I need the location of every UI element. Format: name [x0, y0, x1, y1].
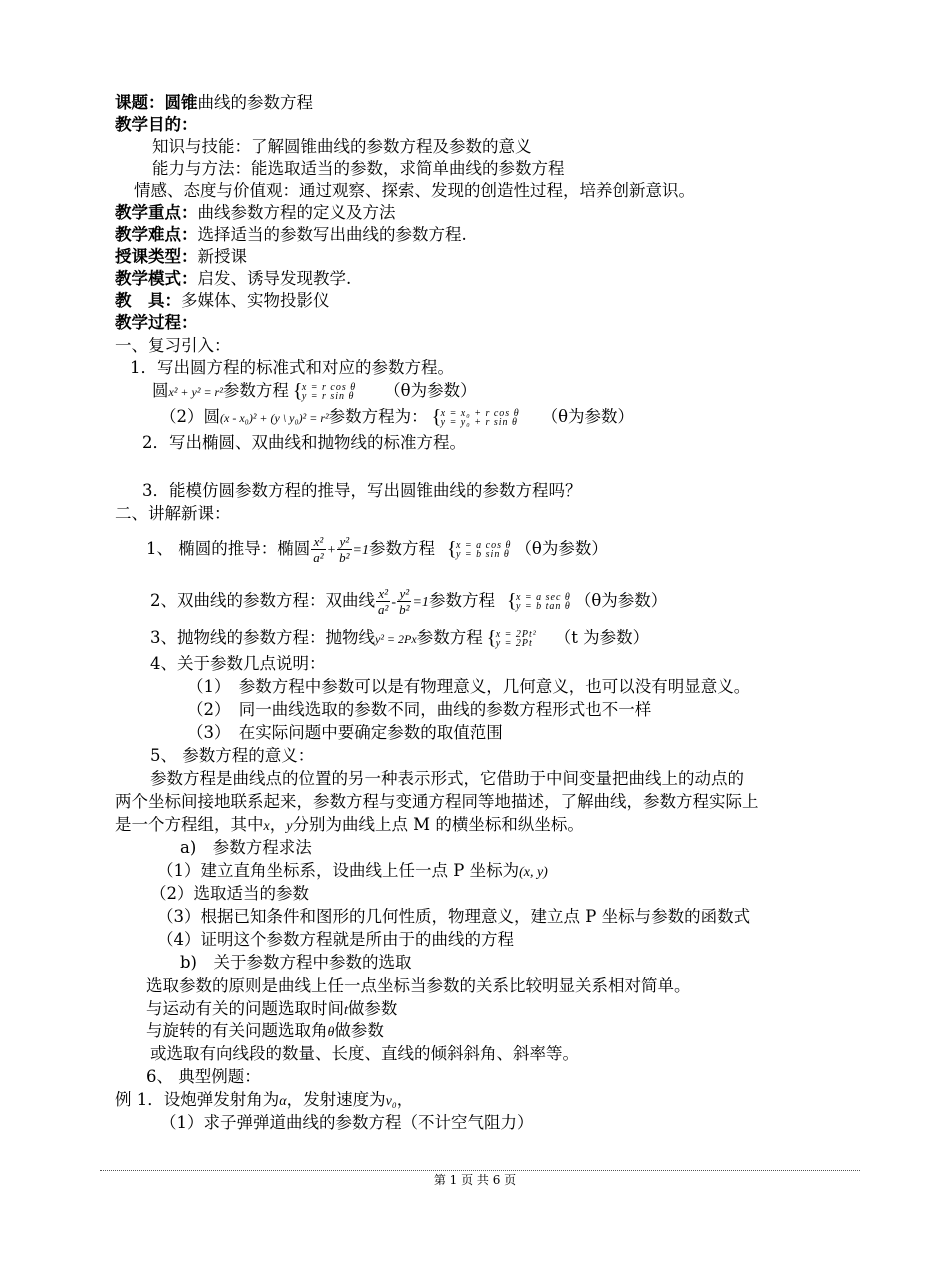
review-q1: 1．写出圆方程的标准式和对应的参数方程。 — [130, 358, 454, 377]
ellipse-y-fraction — [337, 534, 351, 565]
tools-text: 多媒体、实物投影仪 — [181, 291, 330, 310]
ellipse-y-den: b² — [339, 550, 350, 565]
difficulty-line — [115, 224, 467, 246]
circle2-param-system — [431, 405, 520, 428]
brace-icon: { — [431, 405, 442, 428]
parabola-pre: 3、抛物线的参数方程：抛物线 — [150, 628, 375, 647]
method-step-3: （3）根据已知条件和图形的几何性质，物理意义，建立点 P 坐标与参数的函数式 — [157, 907, 751, 926]
brace-icon: { — [292, 379, 303, 402]
brace-icon: { — [506, 589, 517, 612]
parabola-line — [150, 627, 649, 650]
parabola-eq: y² = 2Px — [375, 632, 417, 646]
ex1-text-c: ， — [396, 1090, 414, 1109]
ellipse-line — [146, 526, 608, 574]
hyperbola-param-system — [506, 589, 571, 612]
ex1-text-b: ，发射速度为 — [286, 1090, 386, 1109]
hyperbola-x-num: x² — [376, 586, 390, 602]
page-number: 第 1 页 共 6 页 — [433, 1173, 517, 1187]
meaning-paragraph-3 — [115, 814, 584, 838]
difficulty-text: 选择适当的参数写出曲线的参数方程. — [197, 225, 467, 244]
review-q3: 3．能模仿圆参数方程的推导，写出圆锥曲线的参数方程吗？ — [142, 481, 582, 500]
ellipse-pre: 1、 椭圆的推导：椭圆 — [146, 539, 311, 558]
parabola-sys-x: x = 2Pt² — [495, 628, 537, 640]
circle-line — [152, 380, 477, 403]
circle-eq: x² + y² = r² — [168, 385, 223, 399]
hyperbola-mid: 参数方程 — [428, 591, 495, 610]
ellipse-sys-x: x = a cos θ — [455, 539, 512, 551]
hyperbola-minus: - — [391, 595, 397, 610]
parabola-post: （t 为参数） — [554, 628, 650, 647]
select-other: 或选取有向线段的数量、长度、直线的倾斜斜角、斜率等。 — [150, 1044, 579, 1063]
note-3: （3） 在实际问题中要确定参数的取值范围 — [187, 723, 503, 742]
example-1 — [115, 1089, 413, 1113]
review-q2: 2．写出椭圆、双曲线和抛物线的标准方程。 — [142, 433, 466, 452]
review-heading: 一、复习引入： — [115, 336, 231, 355]
method-step-2: （2）选取适当的参数 — [150, 884, 309, 903]
select-time-text: 与运动有关的问题选取时间 — [146, 999, 344, 1018]
brace-icon: { — [446, 537, 457, 560]
ellipse-post: （θ为参数） — [515, 539, 608, 558]
circle-mid: 参数方程 — [222, 381, 289, 400]
select-time — [146, 998, 397, 1022]
hyperbola-y-num: y² — [397, 586, 411, 602]
ellipse-x-fraction — [311, 534, 325, 565]
circle2-pre: （2）圆 — [160, 407, 220, 426]
circle2-eq: (x - x₀)² + (y \ y₀)² = r² — [220, 411, 329, 425]
circle-sys-x: x = r cos θ — [301, 381, 357, 393]
keypoint-text: 曲线参数方程的定义及方法 — [197, 203, 396, 222]
title-text: 曲线的参数方程 — [197, 93, 313, 112]
hyperbola-post: （θ为参数） — [574, 591, 668, 610]
meaning-p3b: 分别为曲线上点 M 的横坐标和纵坐标。 — [292, 815, 584, 834]
method-step-4: （4）证明这个参数方程就是所由于的曲线的方程 — [157, 930, 514, 949]
hyperbola-y-fraction — [397, 586, 411, 617]
keypoint-label: 教学重点： — [115, 203, 198, 222]
meaning-heading: 5、 参数方程的意义： — [150, 746, 315, 765]
hyperbola-sys-y: y = b tan θ — [515, 600, 571, 612]
examples-heading: 6、 典型例题： — [146, 1067, 261, 1086]
tools-label: 教 具： — [115, 291, 181, 310]
ellipse-mid: 参数方程 — [368, 539, 435, 558]
var-y: y — [286, 819, 293, 834]
var-theta: θ — [327, 1025, 335, 1040]
select-angle-tail: 做参数 — [334, 1021, 384, 1040]
title-label: 课题：圆锥 — [115, 93, 198, 112]
parabola-param-system — [486, 626, 537, 649]
var-x: x — [263, 819, 270, 834]
mode-label: 教学模式： — [115, 269, 198, 288]
lessontype-label: 授课类型： — [115, 247, 198, 266]
method-heading: a) 参数方程求法 — [180, 838, 312, 857]
objective-ability: 能力与方法：能选取适当的参数，求简单曲线的参数方程 — [152, 159, 565, 178]
circle2-sys-x: x = x₀ + r cos θ — [440, 407, 520, 419]
hyperbola-x-fraction — [376, 586, 390, 617]
tools-line — [115, 290, 330, 312]
circle2-sys-y: y = y₀ + r sin θ — [440, 416, 518, 428]
method-step-1 — [157, 860, 548, 884]
hyperbola-pre: 2、双曲线的参数方程：双曲线 — [150, 591, 375, 610]
parabola-sys-y: y = 2Pt — [495, 637, 533, 649]
select-heading: b) 关于参数方程中参数的选取 — [180, 953, 412, 972]
ellipse-eq1: =1 — [352, 543, 369, 558]
select-time-tail: 做参数 — [347, 999, 398, 1018]
keypoint-line — [115, 202, 396, 224]
lessontype-line — [115, 246, 247, 268]
circle2-mid: 参数方程为： — [328, 407, 428, 426]
mode-text: 启发、诱导发现教学. — [197, 269, 352, 288]
brace-icon: { — [486, 626, 497, 649]
hyperbola-y-den: b² — [399, 602, 410, 617]
select-angle — [146, 1020, 384, 1044]
select-principle: 选取参数的原则是曲线上任一点坐标当参数的关系比较明显关系相对简单。 — [146, 976, 691, 995]
meaning-p3a: 是一个方程组，其中 — [115, 815, 264, 834]
ellipse-x-den: a² — [313, 550, 324, 565]
hyperbola-sys-x: x = a sec θ — [515, 591, 571, 603]
meaning-comma: ， — [269, 815, 287, 834]
ellipse-param-system — [446, 537, 512, 560]
circle2-line — [160, 406, 634, 429]
circle-param-system — [292, 379, 357, 402]
step1-text: （1）建立直角坐标系，设曲线上任一点 P 坐标为 — [157, 861, 520, 880]
hyperbola-eq1: =1 — [412, 595, 429, 610]
example-1-question-1: （1）求子弹弹道曲线的参数方程（不计空气阻力） — [160, 1113, 534, 1132]
notes-heading: 4、关于参数几点说明： — [150, 654, 326, 673]
lesson-title — [115, 92, 313, 114]
ellipse-y-num: y² — [337, 534, 351, 550]
circle-pre: 圆 — [152, 381, 169, 400]
var-alpha: α — [279, 1094, 287, 1109]
note-2: （2） 同一曲线选取的参数不同，曲线的参数方程形式也不一样 — [187, 700, 652, 719]
process-label: 教学过程： — [115, 313, 198, 332]
circle2-post: （θ为参数） — [541, 407, 635, 426]
note-1: （1） 参数方程中参数可以是有物理意义，几何意义，也可以没有明显意义。 — [187, 677, 751, 696]
hyperbola-x-den: a² — [378, 602, 389, 617]
newlesson-heading: 二、讲解新课： — [115, 504, 231, 523]
meaning-paragraph-2: 两个坐标间接地联系起来，参数方程与变通方程同等地描述，了解曲线，参数方程实际上 — [115, 792, 759, 811]
difficulty-label: 教学难点： — [115, 225, 198, 244]
ellipse-sys-y: y = b sin θ — [455, 548, 510, 560]
meaning-paragraph-1: 参数方程是曲线点的位置的另一种表示形式，它借助于中间变量把曲线上的动点的 — [150, 769, 744, 788]
var-v0: v₀ — [385, 1094, 397, 1109]
ex1-text-a: 例 1．设炮弹发射角为 — [115, 1090, 280, 1109]
objective-label: 教学目的： — [115, 115, 198, 134]
objective-attitude: 情感、态度与价值观：通过观察、探索、发现的创造性过程，培养创新意识。 — [134, 181, 695, 200]
ellipse-plus: + — [326, 543, 337, 558]
mode-line — [115, 268, 351, 290]
ellipse-x-num: x² — [311, 534, 325, 550]
step1-point: (x, y) — [519, 865, 548, 880]
objective-knowledge: 知识与技能：了解圆锥曲线的参数方程及参数的意义 — [152, 137, 532, 156]
parabola-mid: 参数方程 — [416, 628, 483, 647]
circle-sys-y: y = r sin θ — [301, 390, 355, 402]
select-angle-text: 与旋转的有关问题选取角 — [146, 1021, 328, 1040]
lessontype-text: 新授课 — [197, 247, 247, 266]
var-t: t — [344, 1003, 348, 1018]
circle-post: （θ为参数） — [384, 381, 477, 400]
hyperbola-line — [150, 578, 667, 626]
